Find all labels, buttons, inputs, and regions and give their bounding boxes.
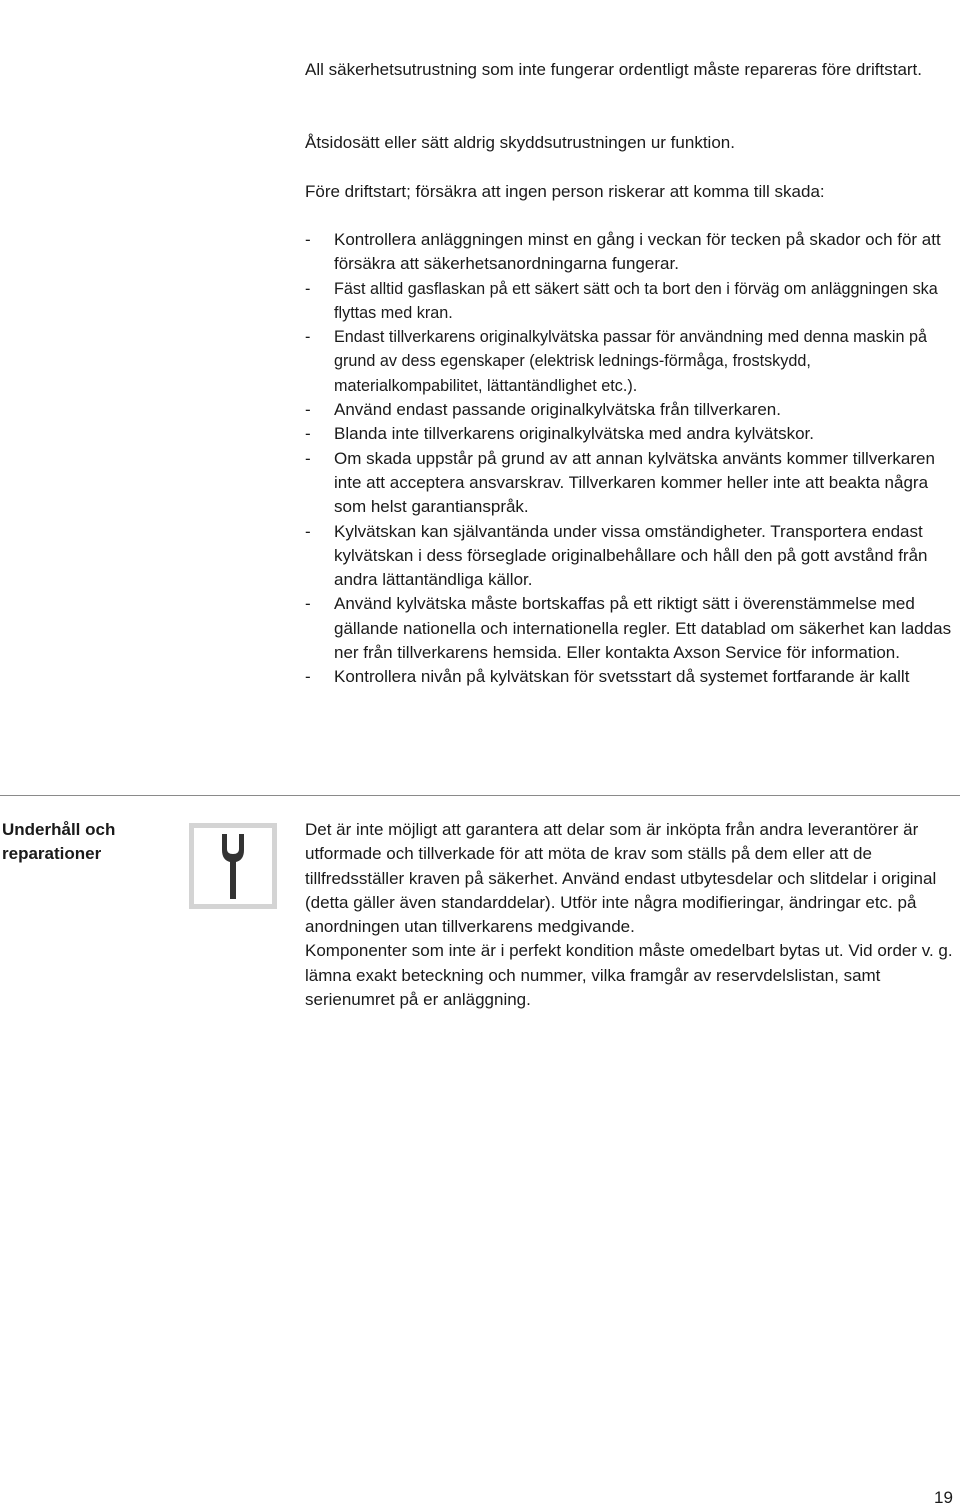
page-number: 19 [934, 1488, 953, 1507]
list-item-text: Fäst alltid gasflaskan på ett säkert sätt och ta bort den i förväg om anläggningen ska flyttas med kran. [334, 279, 938, 322]
list-item [305, 520, 960, 593]
list-item-text: Blanda inte tillverkarens originalkylvätska med andra kylvätskor. [334, 424, 815, 444]
section-heading-maintenance: Underhåll och reparationer [2, 820, 116, 864]
list-item [305, 422, 960, 446]
list-item-text: Kontrollera anläggningen minst en gång i veckan för tecken på skador och för att försäkra att säkerhetsanordningarna fungerar. [334, 230, 941, 274]
bullet-marker: - [305, 448, 311, 468]
list-item-text: Kontrollera nivån på kylvätskan för svetsstart då systemet fortfarande är kallt [334, 667, 910, 687]
list-item [305, 325, 960, 398]
section-divider [0, 795, 960, 796]
bullet-marker: - [305, 400, 311, 420]
maintenance-paragraph: Komponenter som inte är i perfekt kondition måste omedelbart bytas ut. Vid order v. g. lämna exakt beteckning och nummer, vilka framgår av reservdelslistan, samt serienumret på er anläggning. [305, 941, 953, 1010]
list-item [305, 228, 960, 277]
safety-bypass-warning: Åtsidosätt eller sätt aldrig skyddsutrustningen ur funktion. [305, 133, 735, 152]
list-item-text: Använd kylvätska måste bortskaffas på ett riktigt sätt i överenstämmelse med gällande nationella och internationella regler. Ett datablad om säkerhet kan laddas ner från tillverkarens hemsida. Eller kontakta Axson Service för information. [334, 594, 952, 663]
list-item-text: Endast tillverkarens originalkylvätska passar för användning med denna maskin på grund av dess egenskaper (elektrisk lednings-förmåga, frostskydd, materialkompabilitet, lättantändlighet etc.). [334, 328, 927, 395]
bullet-marker: - [305, 521, 311, 541]
bullet-marker: - [305, 230, 311, 249]
list-item-text: Om skada uppstår på grund av att annan kylvätska använts kommer tillverkaren inte att acceptera ansvarskrav. Tillverkaren kommer heller inte att beakta några som helst garantianspråk. [334, 448, 935, 517]
safety-checklist [305, 228, 960, 690]
safety-before-start: Före driftstart; försäkra att ingen person riskerar att komma till skada: [305, 182, 825, 201]
list-item [305, 277, 960, 326]
bullet-marker: - [305, 424, 311, 444]
list-item-text: Kylvätskan kan självantända under vissa omständigheter. Transportera endast kylvätskan i dess förseglade originalbehållare och håll den på gott avstånd från andra lättantändliga källor. [334, 521, 928, 590]
safety-intro-paragraph: All säkerhetsutrustning som inte fungerar ordentligt måste repareras före driftstart. [305, 60, 923, 79]
maintenance-paragraph: Det är inte möjligt att garantera att delar som är inköpta från andra leverantörer är utformade och tillverkade för att möta de krav som ställs på dem eller att de tillfredsställer kraven på säkerhet. Använd endast utbytesdelar och slitdelar i original (detta gäller även standarddelar). Utför inte några modifieringar, ändringar etc. på anordningen utan tillverkarens medgivande. [305, 820, 937, 937]
bullet-marker: - [305, 328, 311, 347]
maintenance-body [305, 818, 960, 1012]
bullet-marker: - [305, 594, 311, 614]
list-item-text: Använd endast passande originalkylvätska från tillverkaren. [334, 400, 781, 420]
list-item [305, 447, 960, 520]
list-item [305, 592, 960, 665]
bullet-marker: - [305, 667, 311, 687]
list-item [305, 665, 960, 689]
wrench-icon [189, 823, 277, 909]
bullet-marker: - [305, 279, 311, 298]
list-item [305, 398, 960, 422]
